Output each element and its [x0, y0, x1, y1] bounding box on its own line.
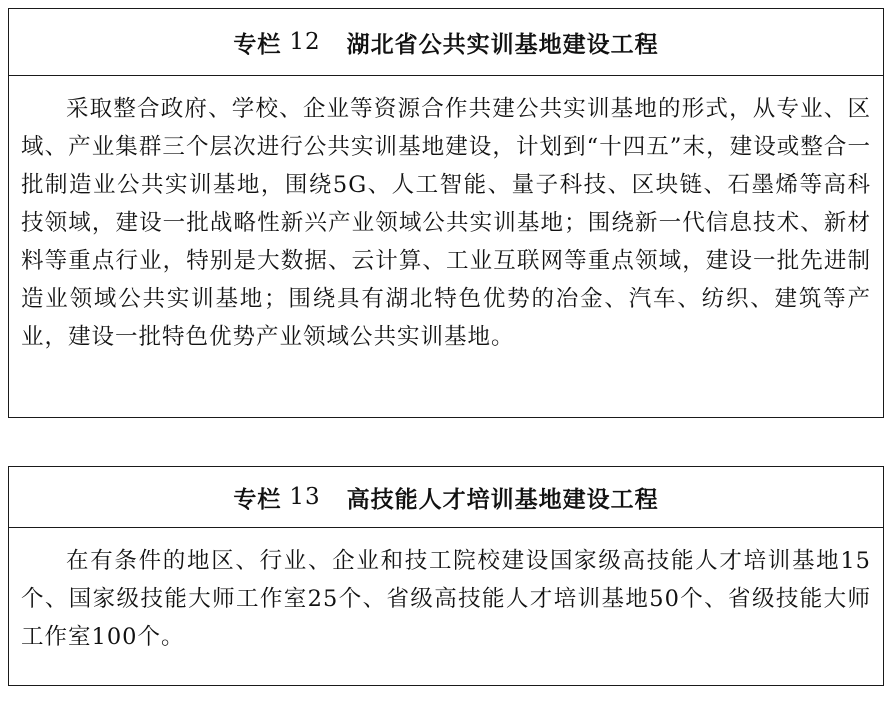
- column-body-text: 采取整合政府、学校、企业等资源合作共建公共实训基地的形式，从专业、区域、产业集群三个层次进行公共实训基地建设，计划到“十四五”末，建设或整合一批制造业公共实训基地，围绕5G、人工智能、量子科技、区块链、石墨烯等高科技领域，建设一批战略性新兴产业领域公共实训基地；围绕新一代信息技术、新材料等重点行业，特别是大数据、云计算、工业互联网等重点领域，建设一批先进制造业领域公共实训基地；围绕具有湖北特色优势的冶金、汽车、纺织、建筑等产业，建设一批特色优势产业领域公共实训基地。: [21, 96, 871, 350]
- column-header: [9, 9, 883, 76]
- column-label: 专栏: [233, 486, 282, 513]
- column-header: [9, 467, 883, 528]
- column-box-13: [8, 466, 884, 686]
- column-title: 湖北省公共实训基地建设工程: [346, 31, 659, 58]
- column-box-12: [8, 8, 884, 418]
- column-title: 高技能人才培训基地建设工程: [346, 486, 659, 513]
- column-body-text: 在有条件的地区、行业、企业和技工院校建设国家级高技能人才培训基地15个、国家级技能大师工作室25个、省级高技能人才培训基地50个、省级技能大师工作室100个。: [21, 548, 871, 650]
- column-number: 12: [289, 29, 321, 55]
- column-number: 13: [289, 484, 321, 510]
- column-label: 专栏: [233, 31, 282, 58]
